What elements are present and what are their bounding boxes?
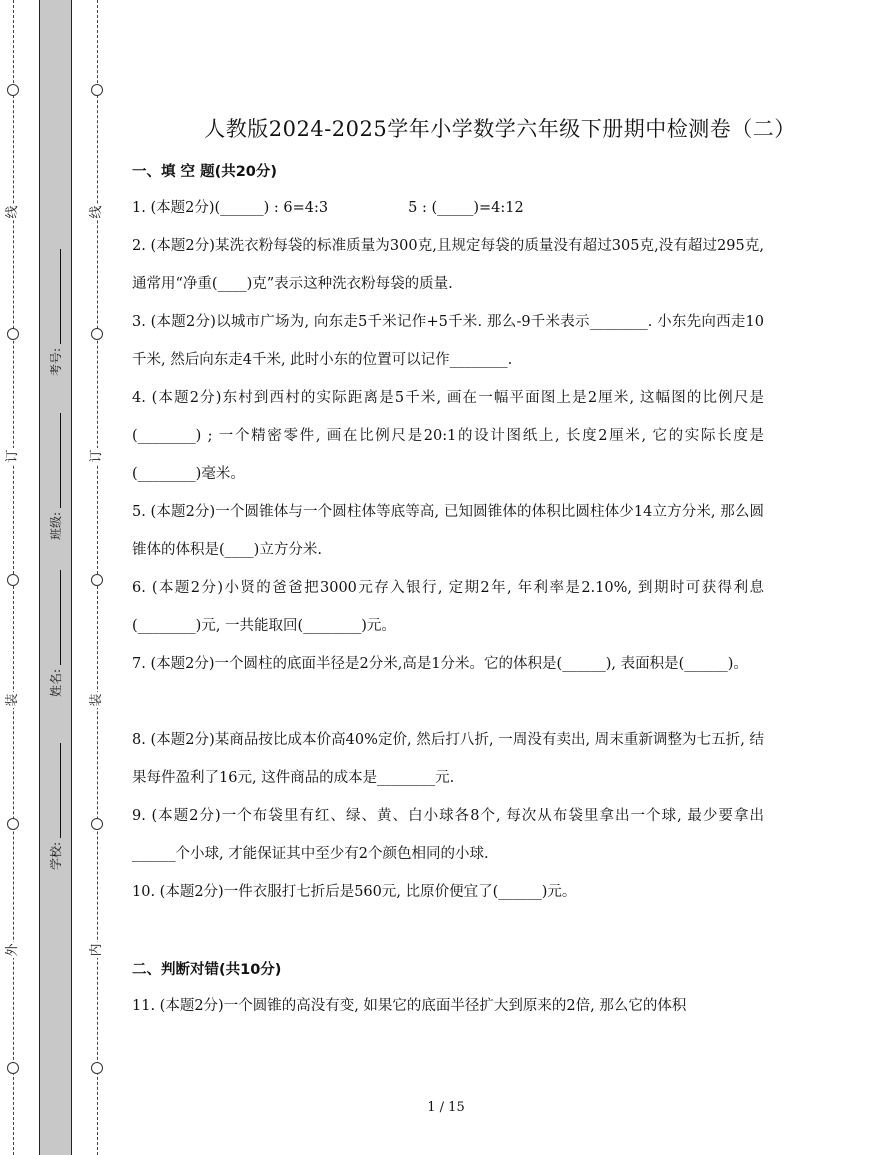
margin-char-xian-inner: 线 (89, 205, 104, 219)
section-heading-true-false: 二、判断对错(共10分) (132, 962, 282, 978)
question-1-part-a: 1. (本题2分)(______) : 6=4:3 (132, 200, 329, 216)
question-6: 6. (本题2分)小贤的爸爸把3000元存入银行, 定期2年, 年利率是2.10%, 到期时可获得利息(________)元, 一共能取回(________)元。 (132, 580, 764, 634)
question-8: 8. (本题2分)某商品按比成本价高40%定价, 然后打八折, 一周没有卖出, 周末重新调整为七五折, 结果每件盈利了16元, 这件商品的成本是________元. (132, 732, 764, 786)
margin-char-wai-outer: 外 (5, 943, 20, 957)
question-11: 11. (本题2分)一个圆锥的高没有变, 如果它的底面半径扩大到原来的2倍, 那么它的体积 (132, 998, 687, 1014)
school-label: 学校: (49, 841, 63, 870)
class-label: 班级: (49, 511, 63, 540)
exam-number-label: 考号: (49, 347, 63, 376)
margin-char-zhuang-outer: 装 (5, 693, 20, 707)
question-10: 10. (本题2分)一件衣服打七折后是560元, 比原价便宜了(______)元。 (132, 884, 577, 900)
margin-char-nei-inner: 内 (89, 943, 104, 957)
exam-number-field[interactable] (47, 249, 64, 376)
question-2: 2. (本题2分)某洗衣粉每袋的标准质量为300克,且规定每袋的质量没有超过305克,没有超过295克,通常用“净重(____)克”表示这种洗衣粉每袋的质量. (132, 238, 764, 292)
school-blank[interactable] (50, 743, 61, 838)
question-4: 4. (本题2分)东村到西村的实际距离是5千米, 画在一幅平面图上是2厘米, 这幅图的比例尺是(________) ; 一个精密零件, 画在比例尺是20:1的设计图纸上, 长度2厘米, 它的实际长度是(________)毫米。 (132, 390, 764, 482)
question-7: 7. (本题2分)一个圆柱的底面半径是2分米,高是1分米。它的体积是(______), 表面积是(______)。 (132, 656, 748, 672)
punch-hole-outer-3 (7, 574, 19, 586)
school-field[interactable] (47, 743, 64, 870)
punch-hole-inner-2 (91, 328, 103, 340)
class-blank[interactable] (50, 413, 61, 508)
question-1 (132, 189, 764, 227)
punch-hole-outer-4 (7, 818, 19, 830)
question-3: 3. (本题2分)以城市广场为, 向东走5千米记作+5千米. 那么-9千米表示________. 小东先向西走10千米, 然后向东走4千米, 此时小东的位置可以记作________. (132, 314, 764, 368)
punch-hole-inner-3 (91, 574, 103, 586)
class-field[interactable] (47, 413, 64, 540)
margin-char-zhuang-inner: 装 (89, 693, 104, 707)
name-label: 姓名: (49, 668, 63, 697)
margin-char-ding-inner: 订 (89, 449, 104, 463)
punch-hole-inner-5 (91, 1062, 103, 1074)
question-9: 9. (本题2分)一个布袋里有红、绿、黄、白小球各8个, 每次从布袋里拿出一个球, 最少要拿出______个小球, 才能保证其中至少有2个颜色相同的小球. (132, 808, 764, 862)
punch-hole-outer-5 (7, 1062, 19, 1074)
name-field[interactable] (47, 570, 64, 697)
punch-hole-outer-1 (7, 84, 19, 96)
page-title: 人教版2024-2025学年小学数学六年级下册期中检测卷（二） (204, 117, 796, 141)
section-heading-fill-in: 一、填 空 题(共20分) (132, 164, 278, 180)
margin-char-xian-outer: 线 (5, 205, 20, 219)
margin-char-ding-outer: 订 (5, 449, 20, 463)
name-blank[interactable] (50, 570, 61, 665)
punch-hole-outer-2 (7, 328, 19, 340)
punch-hole-inner-1 (91, 84, 103, 96)
question-1-part-b: 5 : (_____)=4:12 (408, 200, 524, 216)
exam-number-blank[interactable] (50, 249, 61, 344)
page-number: 1 / 15 (427, 1100, 465, 1115)
question-5: 5. (本题2分)一个圆锥体与一个圆柱体等底等高, 已知圆锥体的体积比圆柱体少14立方分米, 那么圆锥体的体积是(____)立方分米. (132, 504, 764, 558)
punch-hole-inner-4 (91, 818, 103, 830)
